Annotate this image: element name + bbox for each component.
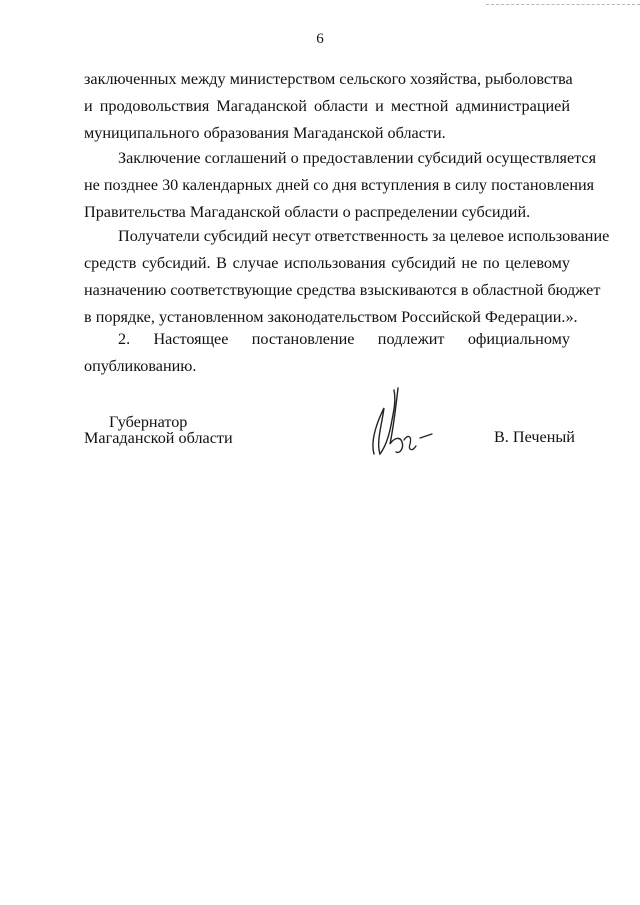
paragraph-4-word: постановление (251, 330, 355, 348)
paragraph-3-line-4: в порядке, установленном законодательством Российской Федерации.». (84, 308, 578, 326)
paragraph-4 (84, 326, 570, 380)
handwritten-signature-icon (360, 380, 440, 470)
paragraph-4-word: официальному (467, 330, 570, 348)
scan-edge-line (486, 4, 640, 5)
paragraph-3-line-1: Получатели субсидий несут ответственность за целевое использование (118, 227, 610, 245)
paragraph-4-word: Настоящее (153, 330, 229, 348)
paragraph-1-line-3: муниципального образования Магаданской области. (84, 124, 446, 142)
paragraph-4-line-2: опубликованию. (84, 357, 197, 375)
signatory-title-line-1: Губернатор (109, 413, 188, 431)
item-number: 2. (118, 330, 131, 348)
paragraph-1 (84, 66, 573, 147)
paragraph-2-line-3: Правительства Магаданской области о распределении субсидий. (84, 203, 531, 221)
paragraph-4-line-1 (84, 326, 570, 353)
paragraph-4-word: подлежит (377, 330, 445, 348)
paragraph-3-line-2: средств субсидий. В случае использования субсидий не по целевому (84, 254, 570, 272)
paragraph-2-line-2: не позднее 30 календарных дней со дня вступления в силу постановления (84, 176, 595, 194)
paragraph-2-line-1: Заключение соглашений о предоставлении субсидий осуществляется (118, 149, 597, 167)
paragraph-3 (84, 223, 610, 331)
signatory-title-line-2: Магаданской области (84, 429, 233, 447)
page-number: 6 (316, 31, 324, 47)
paragraph-2 (84, 145, 597, 226)
paragraph-1-line-2: и продовольствия Магаданской области и местной администрацией (84, 97, 570, 115)
paragraph-3-line-3: назначению соответствующие средства взыскиваются в областной бюджет (84, 281, 601, 299)
signatory-name: В. Печеный (494, 428, 575, 446)
paragraph-1-line-1: заключенных между министерством сельского хозяйства, рыболовства (84, 70, 573, 88)
signatory-title (84, 414, 233, 446)
